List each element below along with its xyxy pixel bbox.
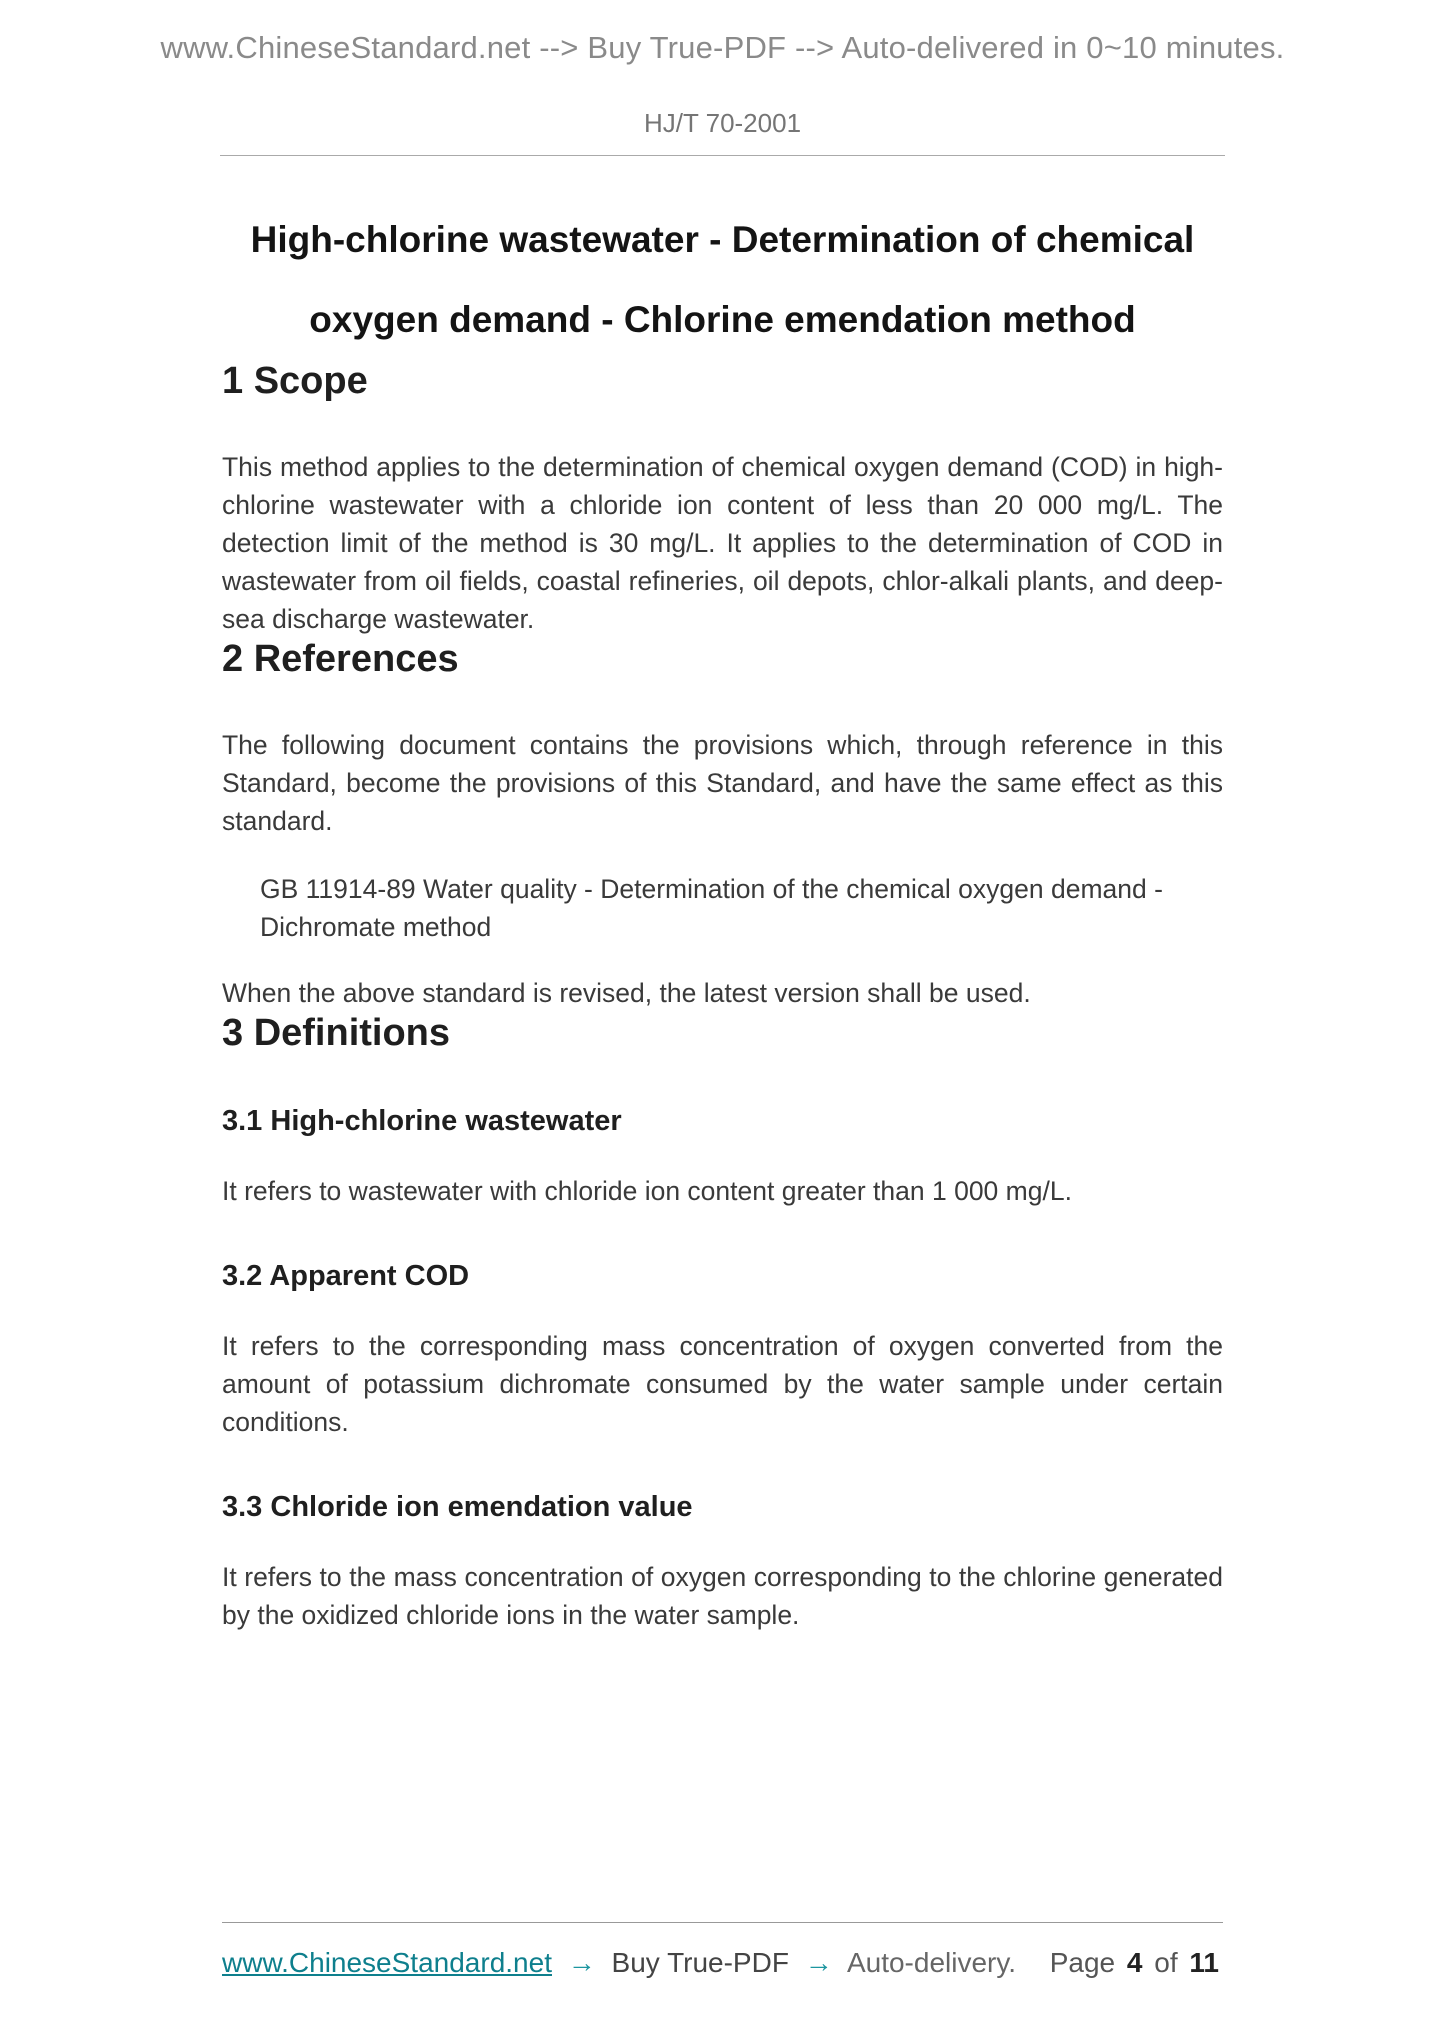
footer-delivery-text: Auto-delivery. xyxy=(846,1947,1017,1978)
document-title-line2: oxygen demand - Chlorine emendation method xyxy=(309,299,1136,340)
footer-site-link[interactable]: www.ChineseStandard.net xyxy=(222,1947,552,1978)
page-content xyxy=(222,200,1223,1634)
section-heading-references: 2 References xyxy=(222,638,459,680)
page-current: 4 xyxy=(1126,1947,1143,1978)
footer-buy-text: Buy True-PDF xyxy=(611,1947,789,1978)
arrow-right-icon: → xyxy=(567,1947,596,1978)
definition-body-3-1: It refers to wastewater with chloride ion content greater than 1 000 mg/L. xyxy=(222,1176,1072,1206)
document-title-line1: High-chlorine wastewater - Determination of chemical xyxy=(250,219,1195,260)
of-label: of xyxy=(1154,1947,1178,1978)
definition-body-3-2: It refers to the corresponding mass concentration of oxygen converted from the amount of potassium dichromate consumed by the water sample under certain conditions. xyxy=(222,1331,1223,1437)
footer-row xyxy=(222,1947,1223,1979)
arrow-right-icon: → xyxy=(804,1947,833,1978)
definition-heading-3-2: 3.2 Apparent COD xyxy=(222,1260,470,1292)
reference-citation: GB 11914-89 Water quality - Determination of the chemical oxygen demand - Dichromate method xyxy=(260,874,1163,942)
doc-number: HJ/T 70-2001 xyxy=(643,108,802,138)
definition-heading-3-1: 3.1 High-chlorine wastewater xyxy=(222,1105,622,1137)
section-heading-definitions: 3 Definitions xyxy=(222,1012,451,1054)
scope-paragraph: This method applies to the determination of chemical oxygen demand (COD) in high-chlorine wastewater with a chloride ion content of less than 20 000 mg/L. The detection limit of the method is 30 mg/L. It applies to the determination of COD in wastewater from oil fields, coastal refineries, oil depots, chlor-alkali plants, and deep-sea discharge wastewater. xyxy=(222,452,1223,634)
section-heading-scope: 1 Scope xyxy=(222,360,368,402)
page-total: 11 xyxy=(1189,1947,1219,1978)
definition-body-3-3: It refers to the mass concentration of oxygen corresponding to the chlorine generated by the oxidized chloride ions in the water sample. xyxy=(222,1562,1223,1630)
references-note-paragraph: When the above standard is revised, the latest version shall be used. xyxy=(222,978,1031,1008)
page-footer xyxy=(222,1922,1223,1979)
page-indicator xyxy=(1050,1947,1223,1979)
page-label: Page xyxy=(1049,1947,1116,1978)
footer-divider xyxy=(222,1922,1223,1923)
site-banner: www.ChineseStandard.net --> Buy True-PDF --> Auto-delivered in 0~10 minutes. xyxy=(160,30,1285,65)
references-intro-paragraph: The following document contains the provisions which, through reference in this Standard, become the provisions of this Standard, and have the same effect as this standard. xyxy=(222,730,1223,836)
definition-heading-3-3: 3.3 Chloride ion emendation value xyxy=(222,1491,693,1523)
footer-site-line xyxy=(222,1947,1016,1979)
header-divider xyxy=(220,155,1225,156)
document-title xyxy=(222,200,1223,360)
